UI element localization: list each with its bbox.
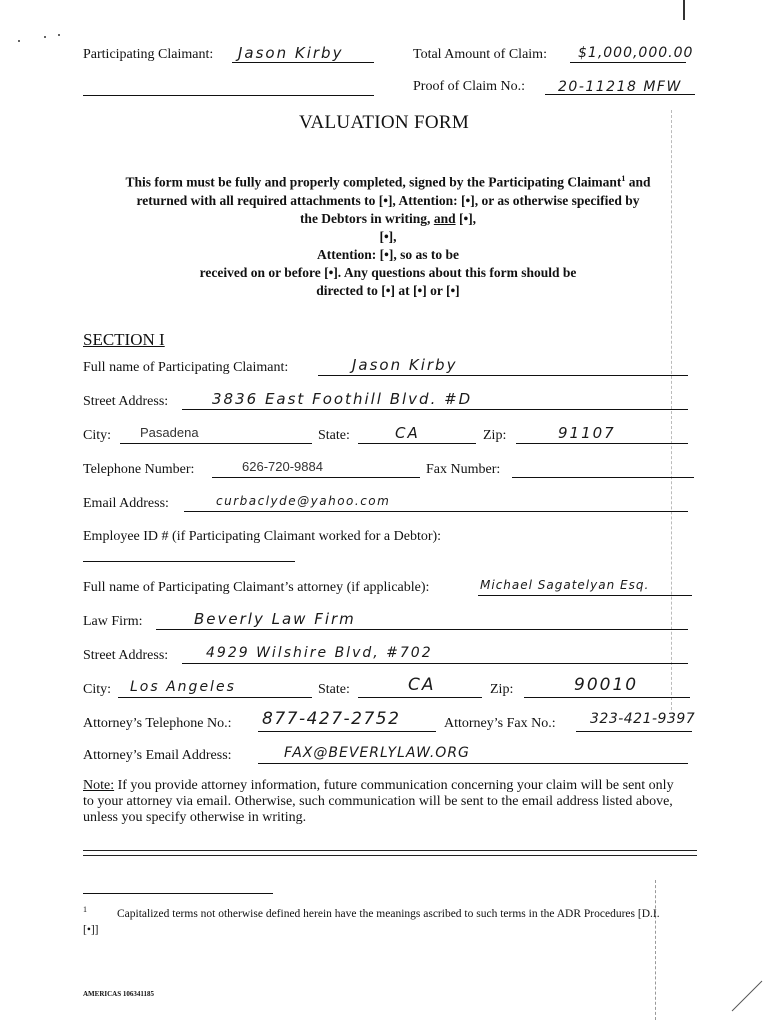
total-claim-line — [570, 62, 686, 63]
zip-line — [516, 443, 688, 444]
attorney-email-line — [258, 763, 688, 764]
attorney-phone-label: Attorney’s Telephone No.: — [83, 716, 232, 731]
state-line — [358, 443, 476, 444]
intro-line-3: the Debtors in writing, — [299, 210, 434, 226]
email-line — [184, 511, 688, 512]
scan-margin-mark — [655, 880, 656, 1020]
attorney-state-line — [358, 697, 482, 698]
fax-label: Fax Number: — [426, 462, 501, 477]
intro-line-2: returned with all required attachments to [•], Attention: [•], or as otherwise specified by — [136, 192, 640, 208]
section-divider — [83, 850, 697, 856]
intro-line-6: received on or before [•]. Any questions about this form should be — [199, 264, 577, 280]
street-value[interactable]: 3836 East Foothill Blvd. #D — [212, 390, 473, 408]
scan-margin-mark — [683, 0, 685, 20]
attorney-name-label: Full name of Participating Claimant’s attorney (if applicable): — [83, 580, 430, 595]
attorney-street-value[interactable]: 4929 Wilshire Blvd, #702 — [206, 645, 433, 661]
footnote-rule — [83, 893, 273, 894]
scan-corner-stroke — [730, 975, 766, 1015]
intro-line-4: [•], — [379, 228, 397, 244]
phone-value[interactable]: 626-720-9884 — [242, 459, 323, 474]
scan-speck — [44, 36, 46, 38]
footnote-marker: 1 — [83, 905, 87, 914]
claimant-value[interactable]: Jason Kirby — [238, 44, 344, 62]
city-value[interactable]: Pasadena — [140, 425, 199, 440]
attorney-zip-line — [524, 697, 690, 698]
law-firm-value[interactable]: Beverly Law Firm — [194, 610, 356, 628]
phone-line — [212, 477, 420, 478]
attorney-street-line — [182, 663, 688, 664]
footnote — [83, 902, 673, 938]
zip-value[interactable]: 91107 — [558, 424, 616, 442]
email-label: Email Address: — [83, 496, 169, 511]
attorney-fax-value[interactable]: 323-421-9397 — [590, 711, 696, 727]
total-claim-label: Total Amount of Claim: — [413, 47, 547, 62]
employee-id-line — [83, 561, 295, 562]
blank-header-line — [83, 95, 374, 96]
instructions-paragraph — [78, 170, 698, 300]
state-label: State: — [318, 428, 350, 443]
full-name-line — [318, 375, 688, 376]
attorney-city-line — [118, 697, 312, 698]
attorney-phone-line — [258, 731, 436, 732]
law-firm-label: Law Firm: — [83, 614, 143, 629]
city-line — [120, 443, 312, 444]
attorney-fax-line — [576, 731, 692, 732]
street-line — [182, 409, 688, 410]
attorney-city-value[interactable]: Los Angeles — [130, 679, 236, 695]
intro-line-3-end: [•], — [455, 210, 477, 226]
claimant-line — [232, 62, 374, 63]
attorney-state-value[interactable]: CA — [408, 675, 436, 695]
street-label: Street Address: — [83, 394, 169, 409]
intro-line-5: Attention: [•], so as to be — [317, 246, 459, 262]
claimant-label: Participating Claimant: — [83, 47, 214, 62]
law-firm-line — [156, 629, 688, 630]
city-label: City: — [83, 428, 112, 443]
intro-line-7: directed to [•] at [•] or [•] — [316, 282, 460, 298]
phone-label: Telephone Number: — [83, 462, 195, 477]
proof-claim-value[interactable]: 20-11218 MFW — [558, 79, 682, 95]
fax-line — [512, 477, 694, 478]
attorney-city-label: City: — [83, 682, 112, 697]
total-claim-value[interactable]: $1,000,000.00 — [578, 45, 694, 61]
attorney-phone-value[interactable]: 877-427-2752 — [262, 709, 401, 729]
note-paragraph — [83, 778, 687, 826]
state-value[interactable]: CA — [395, 424, 420, 442]
full-name-value[interactable]: Jason Kirby — [352, 356, 458, 374]
proof-claim-label: Proof of Claim No.: — [413, 79, 525, 94]
attorney-zip-label: Zip: — [490, 682, 514, 697]
attorney-name-value[interactable]: Michael Sagatelyan Esq. — [480, 578, 650, 592]
attorney-email-label: Attorney’s Email Address: — [83, 748, 232, 763]
document-code: AMERICAS 106341185 — [83, 990, 154, 998]
section-title: SECTION I — [83, 330, 165, 349]
attorney-email-value[interactable]: FAX@BEVERLYLAW.ORG — [284, 745, 470, 761]
attorney-zip-value[interactable]: 90010 — [574, 675, 639, 695]
footnote-text: Capitalized terms not otherwise defined herein have the meanings ascribed to such terms in the ADR Procedures [D.I. [•]] — [83, 907, 660, 936]
intro-and-underlined: and — [433, 210, 456, 226]
attorney-street-label: Street Address: — [83, 648, 169, 663]
intro-line-1-end: and — [625, 174, 651, 190]
attorney-fax-label: Attorney’s Fax No.: — [444, 716, 556, 731]
attorney-name-line — [478, 595, 692, 596]
footnote-ref: 1 — [621, 174, 626, 183]
scan-speck — [18, 40, 20, 42]
email-value[interactable]: curbaclyde@yahoo.com — [216, 494, 391, 508]
form-title: VALUATION FORM — [298, 112, 470, 133]
intro-line-1: This form must be fully and properly completed, signed by the Participating Claimant — [125, 174, 622, 190]
scan-speck — [58, 34, 60, 36]
zip-label: Zip: — [483, 428, 507, 443]
employee-id-label: Employee ID # (if Participating Claimant worked for a Debtor): — [83, 529, 442, 544]
note-text: If you provide attorney information, future communication concerning your claim will be sent only to your attorney via email. Otherwise, such communication will be sent to the email address listed above, unless you specify otherwise in writing. — [83, 778, 674, 825]
full-name-label: Full name of Participating Claimant: — [83, 360, 289, 375]
note-label: Note: — [83, 778, 115, 793]
attorney-state-label: State: — [318, 682, 350, 697]
